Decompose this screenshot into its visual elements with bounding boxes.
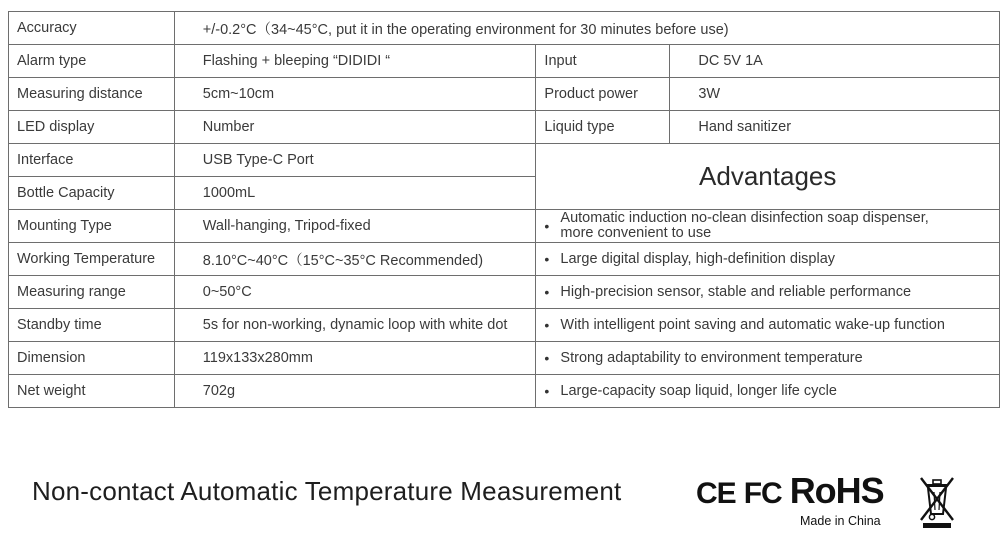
- spec-label: Net weight: [9, 375, 175, 408]
- advantage-text: Automatic induction no-clean disinfection soap dispenser, more convenient to use: [560, 210, 929, 241]
- spec-label: Bottle Capacity: [9, 177, 175, 210]
- advantage-item: [536, 210, 1000, 243]
- advantage-text: Strong adaptability to environment temperature: [560, 349, 863, 366]
- table-row: [9, 243, 1000, 276]
- advantage-text: High-precision sensor, stable and reliable performance: [560, 283, 912, 300]
- spec-label: Input: [536, 45, 670, 78]
- spec-label: Standby time: [9, 309, 175, 342]
- spec-label: LED display: [9, 111, 175, 144]
- spec-value: 0~50°C: [174, 276, 536, 309]
- bullet: •: [544, 284, 550, 300]
- ce-mark: CE: [696, 477, 736, 510]
- spec-table: [8, 11, 1000, 408]
- advantage-text: Large-capacity soap liquid, longer life cycle: [560, 382, 837, 399]
- spec-value: USB Type-C Port: [174, 144, 536, 177]
- spec-value: DC 5V 1A: [670, 45, 1000, 78]
- slogan: Non-contact Automatic Temperature Measurement: [32, 476, 622, 506]
- spec-value: 3W: [670, 78, 1000, 111]
- weee-bin-icon: [918, 474, 956, 530]
- fc-mark: FC: [743, 477, 782, 510]
- table-row: [9, 78, 1000, 111]
- advantage-item: [536, 342, 1000, 375]
- spec-label: Product power: [536, 78, 670, 111]
- spec-value: Hand sanitizer: [670, 111, 1000, 144]
- made-in-label: Made in China: [800, 514, 881, 528]
- spec-value: Flashing + bleeping “DIDIDI “: [174, 45, 536, 78]
- spec-value: +/-0.2°C（34~45°C, put it in the operating environment for 30 minutes before use): [174, 12, 999, 45]
- spec-value: Wall-hanging, Tripod-fixed: [174, 210, 536, 243]
- table-row: [9, 111, 1000, 144]
- advantage-text: Large digital display, high-definition display: [560, 250, 836, 267]
- advantage-item: [536, 309, 1000, 342]
- spec-value: 5cm~10cm: [174, 78, 536, 111]
- certification-marks: [696, 466, 966, 536]
- table-row: [9, 12, 1000, 45]
- table-row: [9, 309, 1000, 342]
- advantage-item: [536, 243, 1000, 276]
- spec-label: Measuring distance: [9, 78, 175, 111]
- spec-value: 702g: [174, 375, 536, 408]
- advantage-item: [536, 276, 1000, 309]
- bullet: •: [544, 251, 550, 267]
- spec-label: Dimension: [9, 342, 175, 375]
- spec-value: 8.10°C~40°C（15°C~35°C Recommended): [174, 243, 536, 276]
- advantage-text: With intelligent point saving and automatic wake-up function: [560, 316, 945, 333]
- spec-value: 119x133x280mm: [174, 342, 536, 375]
- table-row: [9, 45, 1000, 78]
- advantages-title: Advantages: [536, 144, 1000, 210]
- table-row: [9, 375, 1000, 408]
- spec-label: Liquid type: [536, 111, 670, 144]
- spec-value: 1000mL: [174, 177, 536, 210]
- bullet: •: [544, 218, 550, 234]
- table-row: [9, 342, 1000, 375]
- spec-label: Working Temperature: [9, 243, 175, 276]
- spec-label: Accuracy: [9, 12, 175, 45]
- table-row: [9, 210, 1000, 243]
- table-row: [9, 144, 1000, 177]
- spec-label: Measuring range: [9, 276, 175, 309]
- advantage-item: [536, 375, 1000, 408]
- bullet: •: [544, 317, 550, 333]
- table-row: [9, 276, 1000, 309]
- cert-logos: [696, 470, 884, 512]
- rohs-mark: RoHS: [789, 470, 884, 511]
- bullet: •: [544, 350, 550, 366]
- bullet: •: [544, 383, 550, 399]
- spec-label: Alarm type: [9, 45, 175, 78]
- spec-label: Mounting Type: [9, 210, 175, 243]
- spec-value: Number: [174, 111, 536, 144]
- spec-value: 5s for non-working, dynamic loop with white dot: [174, 309, 536, 342]
- spec-label: Interface: [9, 144, 175, 177]
